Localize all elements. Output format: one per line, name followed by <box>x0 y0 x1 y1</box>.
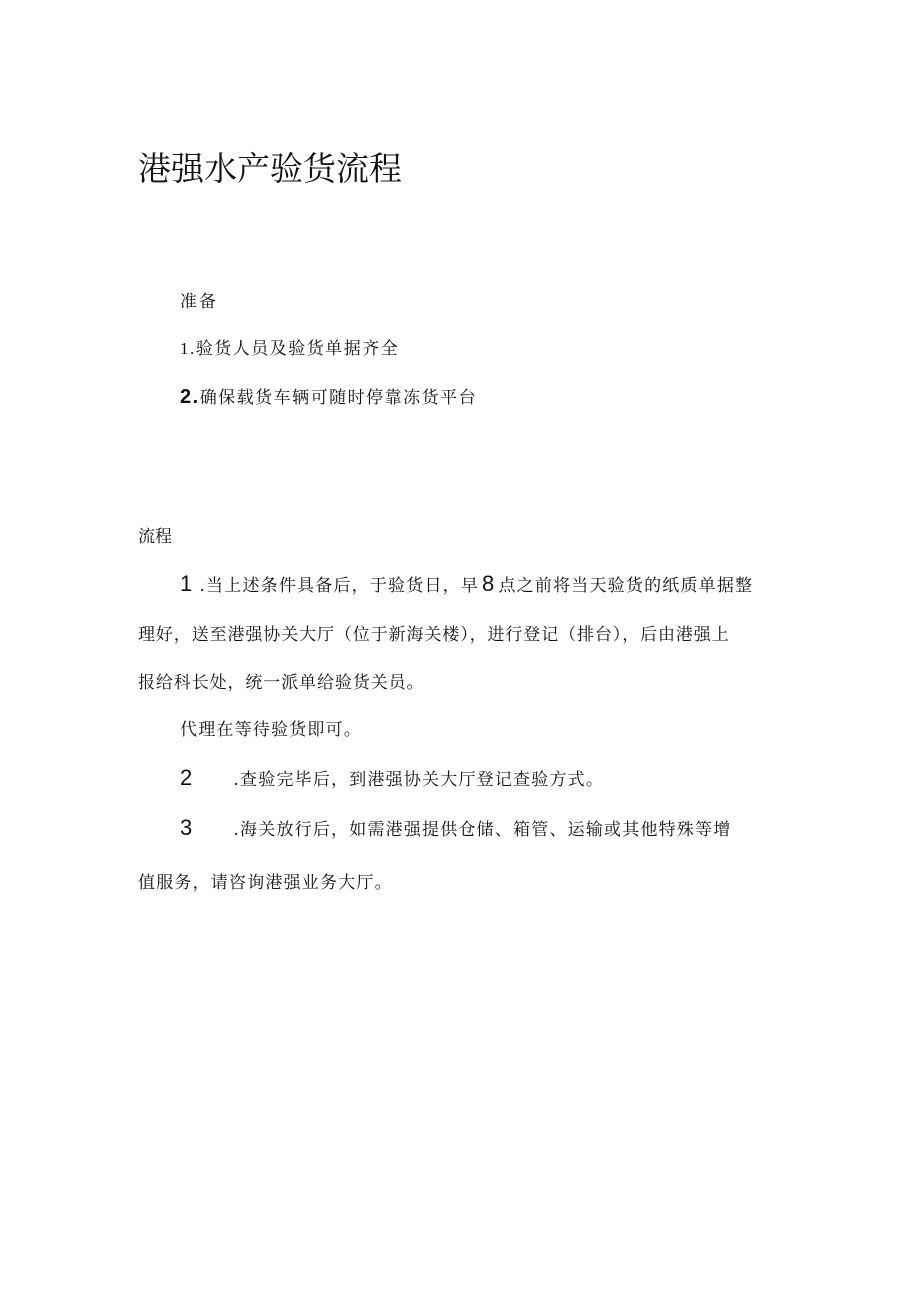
flow-step-1-line-3: 报给科长处，统一派单给验货关员。 <box>138 673 425 693</box>
prepare-item-1-text: 验货人员及验货单据齐全 <box>195 339 400 359</box>
flow-step-3-number: 3 <box>180 815 194 840</box>
flow-step-2-text: .查验完毕后，到港强协关大厅登记查验方式。 <box>233 770 605 790</box>
flow-step-1-text-b: 点之前将当天验货的纸质单据整 <box>498 576 754 596</box>
prepare-item-1-number: 1. <box>180 339 196 358</box>
flow-step-1-number: 1 <box>180 571 194 596</box>
flow-step-1-text-a: .当上述条件具备后，于验货日，早 <box>199 576 480 596</box>
flow-agent-note: 代理在等待验货即可。 <box>180 720 362 740</box>
flow-step-3-line-2: 值服务，请咨询港强业务大厅。 <box>138 873 393 893</box>
flow-step-1-line-1 <box>180 572 753 598</box>
flow-step-1-hour: 8 <box>482 571 496 596</box>
flow-step-3-line-1 <box>180 816 731 842</box>
flow-heading: 流程 <box>138 527 172 547</box>
prepare-item-1 <box>180 337 399 361</box>
document-title: 港强水产验货流程 <box>138 149 402 188</box>
prepare-item-2 <box>180 385 477 410</box>
flow-step-2-number: 2 <box>180 765 194 790</box>
flow-step-2 <box>180 766 604 792</box>
flow-step-3-text: .海关放行后，如需港强提供仓储、箱管、运输或其他特殊等增 <box>233 820 732 840</box>
flow-step-1-line-2: 理好，送至港强协关大厅（位于新海关楼），进行登记（排台），后由港强上 <box>138 625 730 645</box>
prepare-heading: 准备 <box>180 292 218 312</box>
prepare-item-2-text: 确保载货车辆可随时停靠冻货平台 <box>199 388 478 408</box>
prepare-item-2-number: 2. <box>180 386 200 408</box>
